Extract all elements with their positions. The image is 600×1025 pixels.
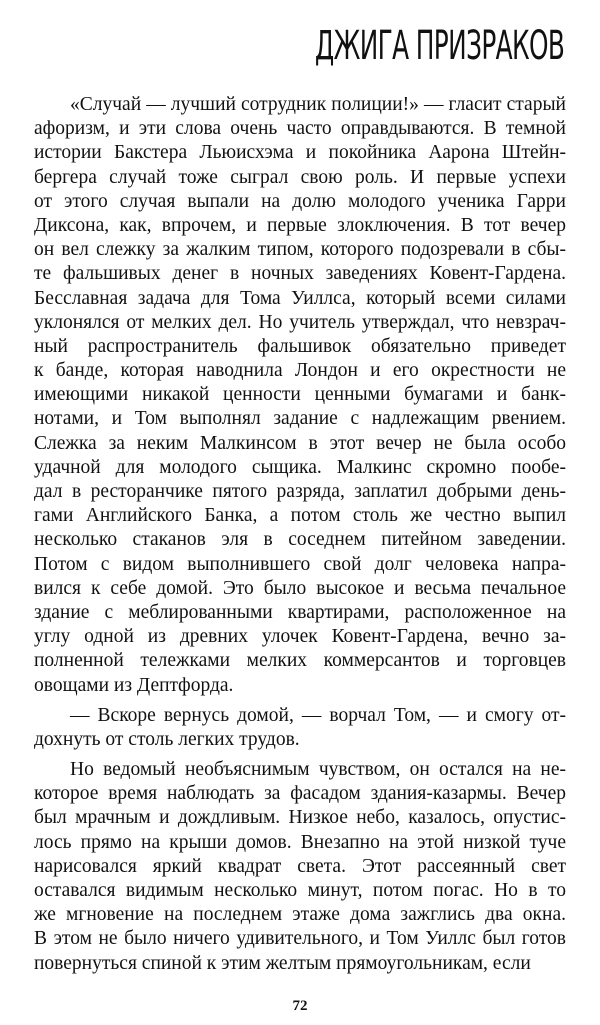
text-line: нотами, и Том выполнял задание с надлежащим рвением.: [34, 408, 566, 430]
text-line: бергера случай тоже сыграл свою роль. И первые успехи: [34, 166, 566, 188]
text-line: вился к себе домой. Это было высокое и весьма печальное: [34, 577, 566, 599]
text-line: удачной для молодого сыщика. Малкинс скромно пообе-: [34, 456, 566, 478]
text-line: имеющими никакой ценности ценными бумагами и банк-: [34, 384, 566, 406]
text-line: от этого случая выпали на долю молодого ученика Гарри: [34, 190, 566, 212]
text-line: несколько стаканов эля в соседнем питейном заведении.: [34, 529, 566, 551]
text-line: оставался видимым несколько минут, потом погас. Но в то: [34, 880, 566, 901]
text-line: дохнуть от столь легких трудов.: [34, 728, 300, 750]
text-line: здание с меблированными квартирами, расположенное на: [34, 601, 566, 623]
text-line: Но ведомый необъяснимым чувством, он остался на не-: [70, 759, 566, 781]
text-line: — Вскоре вернусь домой, — ворчал Том, — и смогу от-: [70, 704, 566, 726]
text-line: к банде, которая наводнила Лондон и его окрестности не: [34, 360, 566, 382]
running-head: ДЖИГА ПРИЗРАКОВ: [314, 23, 564, 69]
text-line: истории Бакстера Льюисхэма и покойника Аарона Штейн-: [34, 142, 566, 164]
text-line: гами Английского Банка, а потом столь же честно выпил: [34, 505, 566, 527]
text-line: углу одной из древних улочек Ковент-Гардена, вечно за-: [34, 626, 566, 648]
text-line: которое время наблюдать за фасадом здания-казармы. Вечер: [34, 783, 566, 805]
text-line: Потом с видом выполнившего свой долг человека напра-: [34, 553, 566, 575]
page-number: 72: [292, 998, 308, 1014]
text-line: афоризм, и эти слова очень часто оправдываются. В темной: [34, 118, 566, 140]
paragraph: [34, 758, 566, 976]
text-line: повернуться спиной к этим желтым прямоугольникам, если: [34, 952, 531, 974]
text-line: те фальшивых денег в ночных заведениях Ковент-Гардена.: [34, 263, 566, 285]
text-line: ный распространитель фальшивок обязательно приведет: [34, 335, 566, 357]
text-line: полненной тележками мелких коммерсантов и торговцев: [34, 650, 566, 672]
text-line: же мгновение на последнем этаже дома зажглись два окна.: [34, 904, 566, 926]
text-line: нарисовался яркий квадрат света. Этот рассеянный свет: [34, 855, 566, 877]
paragraph: [34, 93, 566, 698]
text-line: «Случай — лучший сотрудник полиции!» — гласит старый: [70, 94, 566, 115]
text-line: Слежка за неким Малкинсом в этот вечер не была особо: [34, 432, 566, 454]
text-line: Бесславная задача для Тома Уиллса, который всеми силами: [34, 287, 566, 309]
text-line: В этом не было ничего удивительного, и Том Уиллс был готов: [34, 928, 566, 950]
paragraph: [34, 704, 566, 752]
body-text: [34, 93, 566, 976]
text-line: овощами из Дептфорда.: [34, 674, 234, 696]
text-line: уклонялся от мелких дел. Но учитель утверждал, что невзрач-: [34, 311, 566, 333]
text-line: дал в ресторанчике пятого разряда, заплатил добрыми день-: [34, 481, 566, 502]
text-line: был мрачным и дождливым. Низкое небо, казалось, опустис-: [34, 807, 566, 829]
text-line: он вел слежку за жалким типом, которого подозревали в сбы-: [34, 239, 566, 261]
text-line: Диксона, как, впрочем, и первые злоключения. В тот вечер: [34, 214, 566, 236]
text-line: лось прямо на крыши домов. Внезапно на этой низкой туче: [34, 831, 566, 853]
